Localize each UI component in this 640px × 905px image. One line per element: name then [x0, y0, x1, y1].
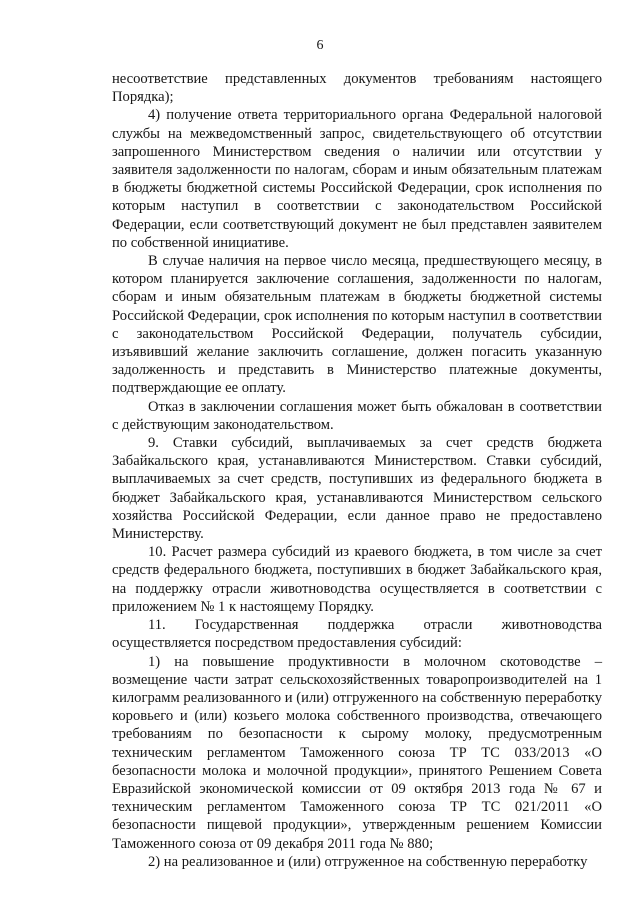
- page-number: 6: [316, 38, 324, 53]
- document-body: [112, 70, 602, 871]
- paragraph: В случае наличия на первое число месяца, предшествующего месяцу, в котором планируется заключение соглашения, задолженности по налогам, сборам и иным обязательным платежам в бюджеты бюджетной системы Российской Федерации, срок исполнения по которым наступил в соответствии с законодательством Российской Федерации, получатель субсидии, изъявивший желание заключить соглашение, должен погасить указанную задолженность и представить в Министерство платежные документы, подтверждающие ее оплату.: [112, 253, 602, 397]
- paragraph: 10. Расчет размера субсидий из краевого бюджета, в том числе за счет средств федерального бюджета, поступивших в бюджет Забайкальского края, на поддержку отрасли животноводства осуществляется в соответствии с приложением № 1 к настоящему Порядку.: [112, 544, 602, 615]
- paragraph: несоответствие представленных документов требованиям настоящего Порядка);: [112, 71, 602, 106]
- paragraph: 9. Ставки субсидий, выплачиваемых за счет средств бюджета Забайкальского края, устанавливаются Министерством. Ставки субсидий, выплачиваемых за счет средств, поступивших из федерального бюджета в бюджет Забайкальского края, устанавливаются Министерством сельского хозяйства Российской Федерации, если данное право не предоставлено Министерству.: [112, 435, 602, 543]
- paragraph: 11. Государственная поддержка отрасли животноводства осуществляется посредством предоставления субсидий:: [112, 617, 602, 652]
- paragraph: 4) получение ответа территориального органа Федеральной налоговой службы на межведомственный запрос, свидетельствующего об отсутствии запрошенного Министерством сведения о наличии или отсутствии у заявителя задолженности по налогам, сборам и иным обязательным платежам в бюджеты бюджетной системы Российской Федерации, срок исполнения по которым наступил в соответствии с законодательством Российской Федерации, если соответствующий документ не был представлен заявителем по собственной инициативе.: [112, 107, 602, 251]
- paragraph: Отказ в заключении соглашения может быть обжалован в соответствии с действующим законодательством.: [112, 398, 602, 433]
- paragraph: 1) на повышение продуктивности в молочном скотоводстве – возмещение части затрат сельскохозяйственных товаропроизводителей на 1 килограмм реализованного и (или) отгруженного на собственную переработку коровьего и (или) козьего молока собственного производства, отвечающего требованиям по безопасности к сырому молоку, предусмотренным техническим регламентом Таможенного союза ТР ТС 033/2013 «О безопасности молока и молочной продукции», принятого Решением Совета Евразийской экономической комиссии от 09 октября 2013 года № 67 и техническим регламентом Таможенного союза ТР ТС 021/2011 «О безопасности пищевой продукции», утвержденным решением Комиссии Таможенного союза от 09 декабря 2011 года № 880;: [112, 653, 602, 852]
- paragraph: 2) на реализованное и (или) отгруженное на собственную переработку: [148, 853, 588, 870]
